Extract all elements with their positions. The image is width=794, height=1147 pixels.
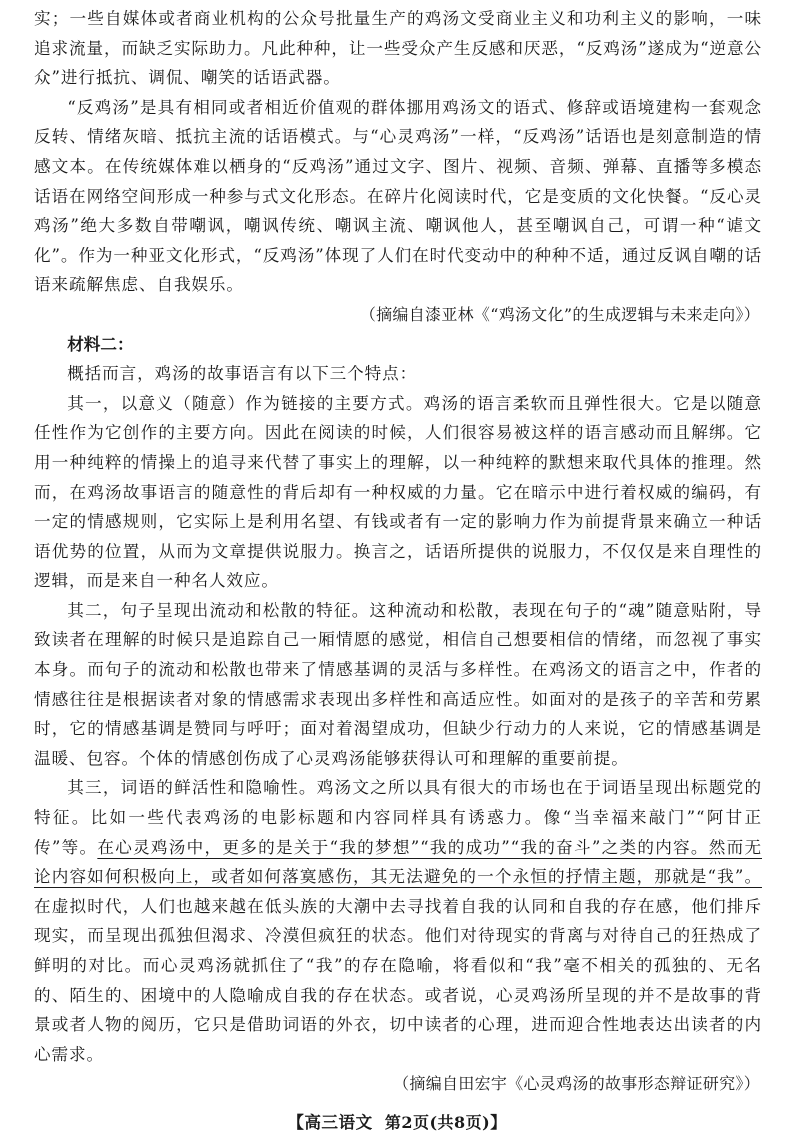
footer-subject: 【高三语文 [287,1112,373,1132]
paragraph-feature-three [34,773,762,1069]
source-citation-1: （摘编自漆亚林《“鸡汤文化”的生成逻辑与未来走向》） [359,304,760,324]
source-citation-2: （摘编自田宏宇《心灵鸡汤的故事形态辩证研究》） [393,1074,760,1094]
paragraph-intro-continued: 实；一些自媒体或者商业机构的公众号批量生产的鸡汤文受商业主义和功利主义的影响，一味追求流量，而缺乏实际助力。凡此种种，让一些受众产生反感和厌恶，“反鸡汤”遂成为“逆意公众”进行抵抗、调侃、嘲笑的话语武器。 [34,9,762,88]
material-2-heading: 材料二： [67,333,134,354]
underlined-passage: 在心灵鸡汤中，更多的是关于“我的梦想”“我的成功”“我的奋斗”之类的内容。然而无论内容如何积极向上，或者如何落寞感伤，其无法避免的一个永恒的抒情主题，那就是“我”。 [34,837,762,887]
paragraph-feature-one: 其一，以意义（随意）作为链接的主要方式。鸡汤的语言柔软而且弹性很大。它是以随意任性作为它创作的主要方向。因此在阅读的时候，人们很容易被这样的语言感动而且解绑。它用一种纯粹的情操上的追寻来代替了事实上的理解，以一种纯粹的默想来取代具体的推理。然而，在鸡汤故事语言的随意性的背后却有一种权威的力量。它在暗示中进行着权威的编码，有一定的情感规则，它实际上是利用名望、有钱或者有一定的影响力作为前提背景来确立一种话语优势的位置，从而为文章提供说服力。换言之，话语所提供的说服力，不仅仅是来自理性的逻辑，而是来自一种名人效应。 [34,393,762,591]
footer-page-number: 第2页(共8页)】 [384,1113,507,1132]
feature-three-rest: 在虚拟时代，人们也越来越在低头族的大潮中去寻找着自我的认同和自我的存在感，他们排斥现实，而呈现出孤独但渴求、冷漠但疯狂的状态。他们对待现实的背离与对待自己的狂热成了鲜明的对比。而心灵鸡汤就抓住了“我”的存在隐喻，将看似和“我”毫不相关的孤独的、无名的、陌生的、困境中的人隐喻成自我的存在状态。或者说，心灵鸡汤所呈现的并不是故事的背景或者人物的阅历，它只是借助词语的外衣，切中读者的心理，进而迎合性地表达出读者的内心需求。 [34,896,762,1064]
paragraph-anti-chicken-soup: “反鸡汤”是具有相同或者相近价值观的群体挪用鸡汤文的语式、修辞或语境建构一套观念反转、情绪灰暗、抵抗主流的话语模式。与“心灵鸡汤”一样，“反鸡汤”话语也是刻意制造的情感文本。在传统媒体难以栖身的“反鸡汤”通过文字、图片、视频、音频、弹幕、直播等多模态话语在网络空间形成一种参与式文化形态。在碎片化阅读时代，它是变质的文化快餐。“反心灵鸡汤”绝大多数自带嘲讽，嘲讽传统、嘲讽主流、嘲讽他人，甚至嘲讽自己，可谓一种“谑文化”。作为一种亚文化形式，“反鸡汤”体现了人们在时代变动中的种种不适，通过反讽自嘲的话语来疏解焦虑、自我娱乐。 [34,97,762,295]
paragraph-feature-two: 其二，句子呈现出流动和松散的特征。这种流动和松散，表现在句子的“魂”随意贴附，导致读者在理解的时候只是追踪自己一厢情愿的感觉，相信自己想要相信的情绪，而忽视了事实本身。而句子的流动和松散也带来了情感基调的灵活与多样性。在鸡汤文的语言之中，作者的情感往往是根据读者对象的情感需求表现出多样性和高适应性。如面对的是孩子的辛苦和劳累时，它的情感基调是赞同与呼吁；面对着渴望成功，但缺少行动力的人来说，它的情感基调是温暖、包容。个体的情感创伤成了心灵鸡汤能够获得认可和理解的重要前提。 [34,600,762,768]
paragraph-summary: 概括而言，鸡汤的故事语言有以下三个特点： [67,364,418,384]
feature-three-intro: 其三，词语的鲜活性和隐喻性。鸡汤文之所以具有很大的市场也在于词语呈现出标题党的特征。比如一些代表鸡汤的电影标题和内容同样具有诱惑力。像“当幸福来敲门”“阿甘正传”等。 [34,778,762,857]
page-footer [0,1109,794,1133]
